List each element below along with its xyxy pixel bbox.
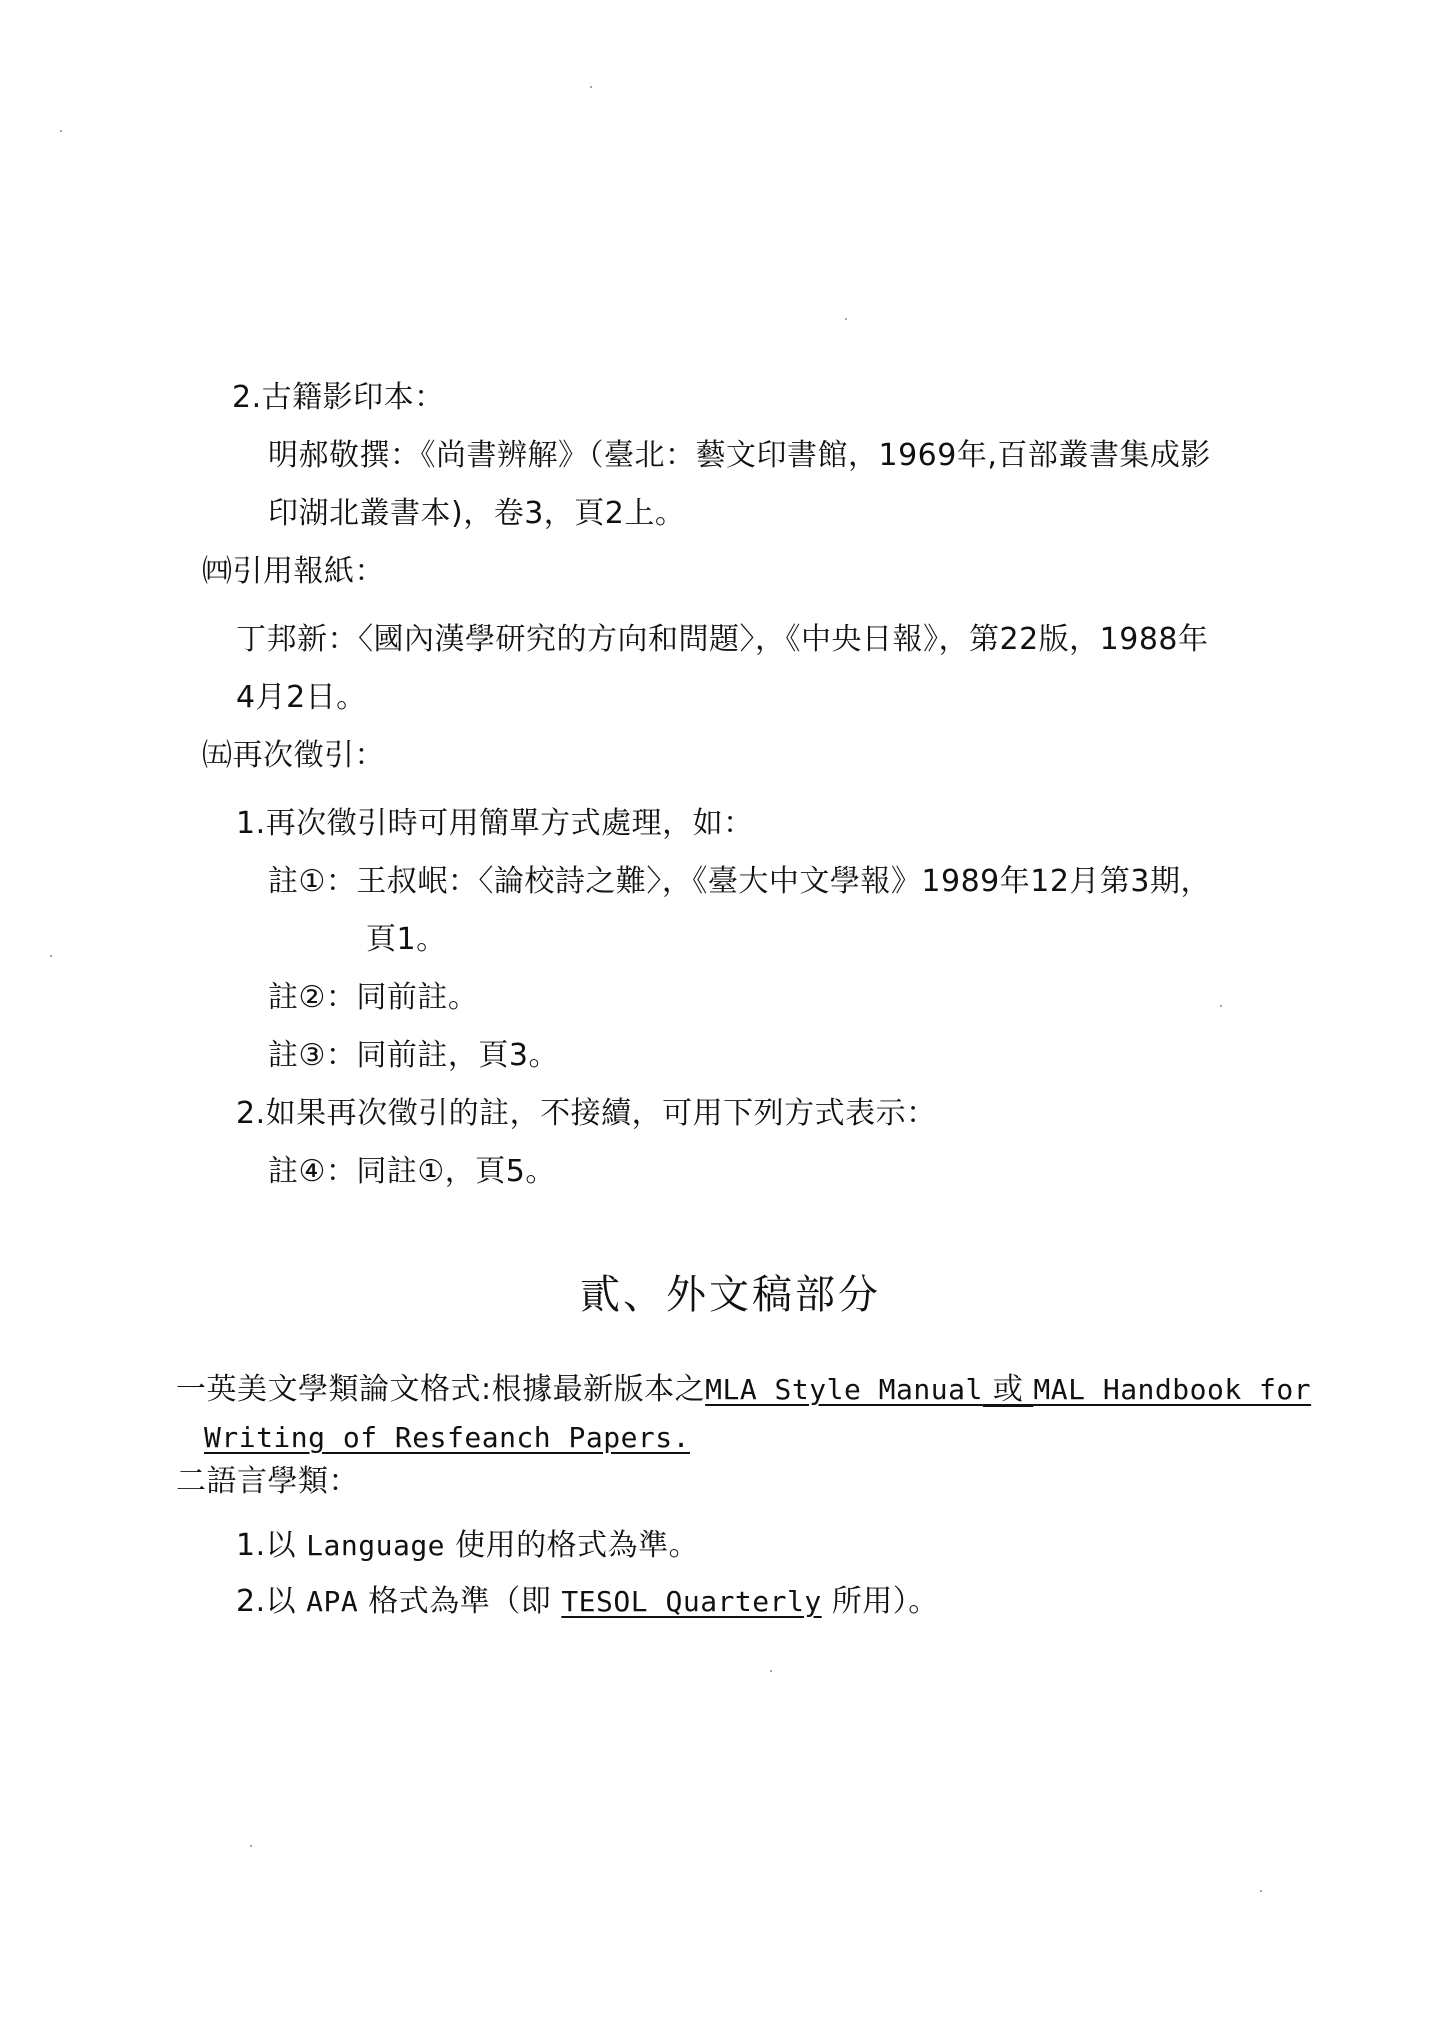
linguistics-item-2-middle: 格式為準（即 bbox=[358, 1584, 562, 1619]
scan-speck bbox=[770, 1670, 772, 1672]
newspaper-line-2: 4月2日。 bbox=[236, 680, 367, 715]
scan-speck bbox=[1260, 1890, 1262, 1892]
recite-item-2: 2.如果再次徵引的註，不接續，可用下列方式表示： bbox=[236, 1096, 937, 1131]
linguistics-item-1-suffix: 使用的格式為準。 bbox=[445, 1528, 700, 1563]
linguistics-item-2-suffix: 所用）。 bbox=[821, 1584, 939, 1619]
scan-speck bbox=[60, 130, 62, 132]
classic-reprint-line-2: 印湖北叢書本)，卷3，頁2上。 bbox=[268, 496, 686, 531]
apa-label: APA bbox=[306, 1585, 359, 1618]
scan-speck bbox=[250, 1845, 252, 1847]
note-3: 註③：同前註，頁3。 bbox=[268, 1038, 559, 1073]
scan-speck bbox=[1220, 1005, 1222, 1007]
mla-style-manual-ref: MLA Style Manual bbox=[705, 1373, 983, 1406]
literature-format-prefix: 一英美文學類論文格式:根據最新版本之 bbox=[176, 1372, 706, 1407]
newspaper-heading: ㈣引用報紙： bbox=[202, 554, 385, 589]
note-1-line-1: 註①：王叔岷：〈論校詩之難〉，《臺大中文學報》1989年12月第3期， bbox=[268, 864, 1212, 899]
scan-speck bbox=[50, 955, 52, 957]
tesol-quarterly-ref: TESOL Quarterly bbox=[561, 1585, 822, 1618]
linguistics-item-2-prefix: 2.以 bbox=[236, 1584, 307, 1619]
recite-heading: ㈤再次徵引： bbox=[202, 738, 385, 773]
classic-reprint-heading: 2.古籍影印本： bbox=[232, 380, 445, 415]
linguistics-item-1 bbox=[236, 1526, 699, 1566]
section-title: 貳、外文稿部分 bbox=[580, 1272, 881, 1318]
classic-reprint-line-1: 明郝敬撰：《尚書辨解》（臺北：藝文印書館，1969年,百部叢書集成影 bbox=[268, 438, 1211, 473]
or-connector: 或 bbox=[982, 1372, 1034, 1407]
recite-item-1: 1.再次徵引時可用簡單方式處理，如： bbox=[236, 806, 754, 841]
linguistics-item-1-prefix: 1.以 bbox=[236, 1528, 307, 1563]
note-4: 註④：同註①，頁5。 bbox=[268, 1154, 556, 1189]
linguistics-item-2 bbox=[236, 1582, 939, 1622]
language-journal-name: Language bbox=[306, 1529, 446, 1562]
literature-format-line-1 bbox=[176, 1370, 1311, 1410]
writing-papers-ref: Writing of Resfeanch Papers. bbox=[204, 1421, 691, 1454]
newspaper-line-1: 丁邦新：〈國內漢學研究的方向和問題〉，《中央日報》，第22版，1988年 bbox=[236, 622, 1209, 657]
note-1-line-2: 頁1。 bbox=[366, 922, 447, 957]
mal-handbook-ref: MAL Handbook for bbox=[1033, 1373, 1312, 1406]
scan-speck bbox=[590, 86, 592, 88]
literature-format-line-2 bbox=[204, 1418, 690, 1458]
linguistics-heading: 二語言學類： bbox=[176, 1464, 359, 1499]
scan-speck bbox=[845, 318, 847, 320]
note-2: 註②：同前註。 bbox=[268, 980, 479, 1015]
